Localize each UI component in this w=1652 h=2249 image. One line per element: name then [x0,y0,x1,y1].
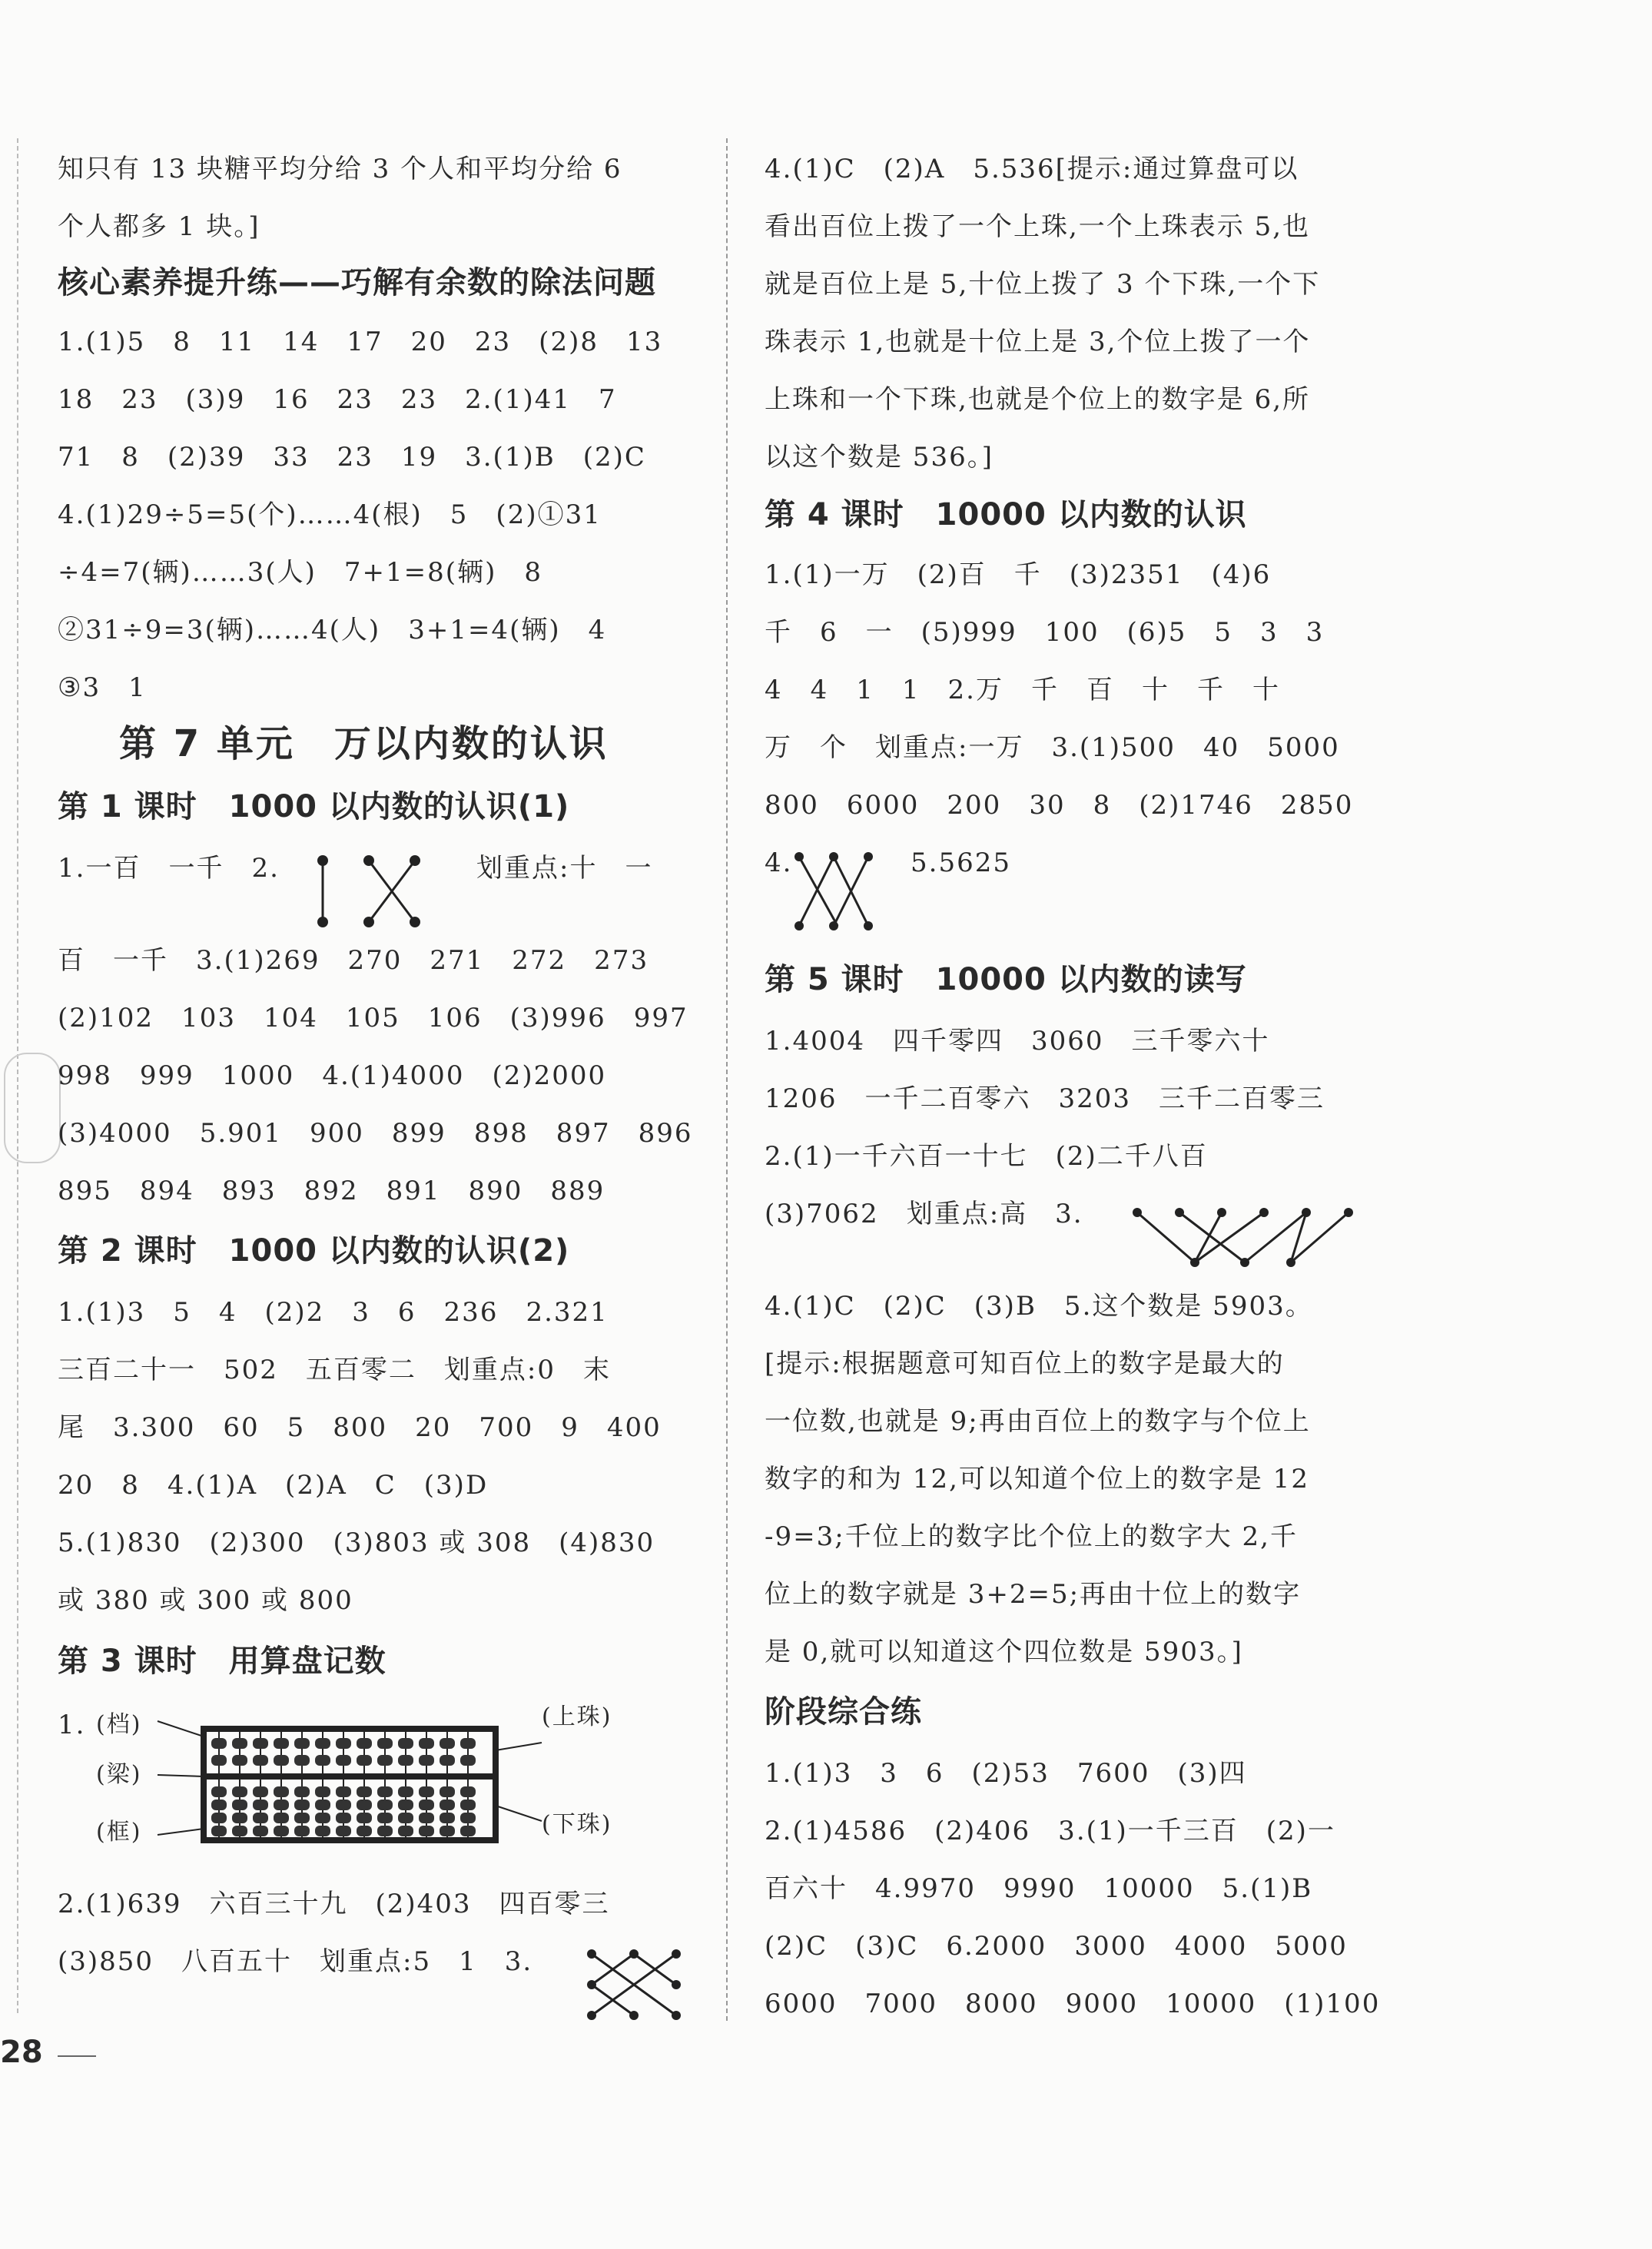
answer-line: 是 0,就可以知道这个四位数是 5903。] [765,1637,1243,1667]
answer-line: 5.(1)830 (2)300 (3)803 或 308 (4)830 [58,1528,655,1558]
answer-line: (2)102 103 104 105 106 (3)996 997 [58,1003,688,1033]
abacus-lower-bead [357,1800,372,1810]
matching-diagram-1 [319,857,434,934]
answer-line: 百 一千 3.(1)269 270 271 272 273 [58,945,649,976]
answer-line: 看出百位上拨了一个上珠,一个上珠表示 5,也 [765,211,1311,242]
abacus-lower-bead [336,1800,351,1810]
abacus-upper-bead [336,1755,351,1766]
answer-line: [提示:根据题意可知百位上的数字是最大的 [765,1348,1285,1379]
abacus-upper-bead [398,1755,413,1766]
abacus-lower-bead [274,1813,289,1823]
answer-line: 上珠和一个下珠,也就是个位上的数字是 6,所 [765,384,1311,415]
abacus-upper-bead [294,1738,310,1749]
answer-line: 万 个 划重点:一万 3.(1)500 40 5000 [765,732,1340,763]
abacus-label-frame: (框) [96,1819,142,1846]
page-number: 28 [0,2035,43,2070]
answer-line: 千 6 一 (5)999 100 (6)5 5 3 3 [765,617,1325,648]
section-title-core: 核心素养提升练——巧解有余数的除法问题 [58,265,656,300]
answer-line: 18 23 (3)9 16 23 23 2.(1)41 7 [58,384,617,415]
answer-line: 百六十 4.9970 9990 10000 5.(1)B [765,1873,1313,1904]
answer-line: 20 8 4.(1)A (2)A C (3)D [58,1470,489,1501]
page-number-rule [58,2055,96,2057]
abacus-lower-bead [211,1786,227,1797]
abacus-lower-bead [357,1786,372,1797]
answer-line: 800 6000 200 30 8 (2)1746 2850 [765,790,1354,821]
abacus-upper-bead [440,1738,455,1749]
answer-line: 4. [765,848,793,878]
abacus-upper-bead [274,1738,289,1749]
abacus-lower-bead [440,1826,455,1836]
text-line: 个人都多 1 块。] [58,211,260,242]
abacus-lower-bead [315,1800,330,1810]
answer-line: 一位数,也就是 9;再由百位上的数字与个位上 [765,1406,1311,1437]
answer-line: 5.5625 [911,848,1011,878]
abacus-lower-bead [398,1826,413,1836]
abacus-lower-bead [294,1813,310,1823]
abacus-label-rod: (档) [96,1711,142,1738]
abacus-lower-bead [377,1826,393,1836]
abacus-lower-bead [232,1826,247,1836]
column-divider [726,138,728,2021]
abacus-lower-bead [377,1800,393,1810]
abacus-upper-bead [336,1738,351,1749]
abacus-lower-bead [398,1786,413,1797]
answer-line: 尾 3.300 60 5 800 20 700 9 400 [58,1412,662,1443]
unit-title: 第 7 单元 万以内数的认识 [119,722,609,765]
abacus-lower-bead [211,1826,227,1836]
abacus-lower-bead [232,1786,247,1797]
answer-line: 三百二十一 502 五百零二 划重点:0 末 [58,1355,611,1385]
answer-line: 位上的数字就是 3+2=5;再由十位上的数字 [765,1579,1302,1610]
abacus-lower-bead [232,1813,247,1823]
abacus-lower-bead [232,1800,247,1810]
answer-line: (3)7062 划重点:高 3. [765,1199,1083,1229]
answer-line: (2)C (3)C 6.2000 3000 4000 5000 [765,1931,1348,1962]
answer-line: ÷4=7(辆)……3(人) 7+1=8(辆) 8 [58,557,542,588]
matching-diagram-3 [795,853,887,937]
answer-line: 1.(1)3 3 6 (2)53 7600 (3)四 [765,1758,1247,1789]
lesson-title: 第 1 课时 1000 以内数的认识(1) [58,789,570,824]
abacus-lower-bead [336,1813,351,1823]
abacus-label-lower-bead: (下珠) [542,1811,612,1838]
abacus-lower-bead [398,1800,413,1810]
abacus-lower-bead [336,1786,351,1797]
answer-line: 2.(1)一千六百一十七 (2)二千八百 [765,1141,1208,1172]
abacus-lower-bead [419,1800,434,1810]
text-line: 知只有 13 块糖平均分给 3 个人和平均分给 6 [58,154,622,184]
abacus-lower-bead [357,1813,372,1823]
answer-line: 或 380 或 300 或 800 [58,1585,353,1616]
abacus-diagram [158,1713,588,1848]
lesson-title: 第 3 课时 用算盘记数 [58,1644,386,1679]
abacus-lower-bead [253,1800,268,1810]
abacus-lower-bead [315,1786,330,1797]
answer-line: 4.(1)C (2)A 5.536[提示:通过算盘可以 [765,154,1299,184]
answer-line: 以这个数是 536。] [765,442,994,473]
abacus-upper-bead [377,1738,393,1749]
abacus-lower-bead [357,1826,372,1836]
answer-line: 划重点:十 一 [476,853,653,884]
answer-line: 998 999 1000 4.(1)4000 (2)2000 [58,1060,607,1091]
abacus-upper-bead [357,1738,372,1749]
answer-line: 6000 7000 8000 9000 10000 (1)100 [765,1989,1381,2019]
answer-line: 4.(1)29÷5=5(个)……4(根) 5 (2)①31 [58,499,602,530]
abacus-upper-bead [315,1755,330,1766]
answer-line: 1.一百 一千 2. [58,853,280,884]
answer-line: 895 894 893 892 891 890 889 [58,1176,605,1206]
abacus-upper-bead [315,1738,330,1749]
answer-line: 1.(1)5 8 11 14 17 20 23 (2)8 13 [58,327,663,357]
abacus-lower-bead [315,1826,330,1836]
abacus-lower-bead [419,1826,434,1836]
answer-line: ②31÷9=3(辆)……4(人) 3+1=4(辆) 4 [58,615,607,645]
abacus-upper-bead [419,1738,434,1749]
abacus-lower-bead [419,1786,434,1797]
lesson-title: 第 5 课时 10000 以内数的读写 [765,962,1247,997]
abacus-lower-bead [294,1786,310,1797]
abacus-lower-bead [440,1800,455,1810]
section-title-stage: 阶段综合练 [765,1694,922,1730]
answer-line: 2.(1)4586 (2)406 3.(1)一千三百 (2)一 [765,1816,1335,1846]
abacus-lower-bead [419,1813,434,1823]
abacus-lower-bead [398,1813,413,1823]
abacus-upper-bead [253,1755,268,1766]
abacus-lower-bead [440,1813,455,1823]
abacus-upper-bead [253,1738,268,1749]
answer-line: 2.(1)639 六百三十九 (2)403 四百零三 [58,1889,610,1919]
lesson-title: 第 2 课时 1000 以内数的认识(2) [58,1233,570,1269]
abacus-lower-bead [253,1826,268,1836]
abacus-lower-bead [377,1813,393,1823]
abacus-upper-bead [294,1755,310,1766]
abacus-label-beam: (梁) [96,1761,142,1788]
abacus-lower-bead [211,1800,227,1810]
abacus-lower-bead [294,1826,310,1836]
abacus-upper-bead [460,1755,476,1766]
abacus-upper-bead [211,1755,227,1766]
abacus-lower-bead [377,1786,393,1797]
abacus-lower-bead [274,1826,289,1836]
answer-line: (3)4000 5.901 900 899 898 897 896 [58,1118,693,1149]
abacus-lower-bead [274,1786,289,1797]
abacus-lower-bead [294,1800,310,1810]
library-stamp [4,1053,61,1163]
abacus-lower-bead [440,1786,455,1797]
abacus-lower-bead [253,1813,268,1823]
abacus-upper-bead [419,1755,434,1766]
abacus-label-upper-bead: (上珠) [542,1703,612,1730]
abacus-upper-bead [232,1755,247,1766]
abacus-upper-bead [232,1738,247,1749]
answer-line: -9=3;千位上的数字比个位上的数字大 2,千 [765,1521,1298,1552]
abacus-lower-bead [460,1813,476,1823]
lesson-title: 第 4 课时 10000 以内数的认识 [765,497,1247,532]
answer-line: 珠表示 1,也就是十位上是 3,个位上拨了一个 [765,327,1311,357]
abacus-lower-bead [460,1786,476,1797]
answer-line: 就是百位上是 5,十位上拨了 3 个下珠,一个下 [765,269,1321,300]
answer-line: 1.(1)一万 (2)百 千 (3)2351 (4)6 [765,559,1272,590]
answer-line: 1.4004 四千零四 3060 三千零六十 [765,1026,1270,1056]
answer-line: 1.(1)3 5 4 (2)2 3 6 236 2.321 [58,1297,609,1328]
abacus-upper-bead [211,1738,227,1749]
abacus-lower-bead [460,1826,476,1836]
answer-line: 4 4 1 1 2.万 千 百 十 千 十 [765,675,1280,705]
abacus-upper-bead [377,1755,393,1766]
abacus-lower-bead [274,1800,289,1810]
abacus-upper-bead [440,1755,455,1766]
abacus-lower-bead [460,1800,476,1810]
answer-line: 数字的和为 12,可以知道个位上的数字是 12 [765,1464,1309,1494]
abacus-upper-bead [357,1755,372,1766]
abacus-lower-bead [336,1826,351,1836]
abacus-lower-bead [211,1813,227,1823]
matching-diagram-2 [588,1950,695,2027]
abacus-lower-bead [253,1786,268,1797]
answer-line: (3)850 八百五十 划重点:5 1 3. [58,1946,533,1977]
answer-line: 71 8 (2)39 33 23 19 3.(1)B (2)C [58,442,646,473]
question-number: 1. [58,1710,86,1740]
abacus-lower-bead [315,1813,330,1823]
answer-line: 1206 一千二百零六 3203 三千二百零三 [765,1083,1325,1114]
matching-diagram-4 [1133,1205,1364,1274]
abacus-upper-bead [398,1738,413,1749]
abacus-upper-bead [274,1755,289,1766]
answer-line: ③3 1 [58,672,147,703]
abacus-upper-bead [460,1738,476,1749]
answer-line: 4.(1)C (2)C (3)B 5.这个数是 5903。 [765,1291,1313,1322]
